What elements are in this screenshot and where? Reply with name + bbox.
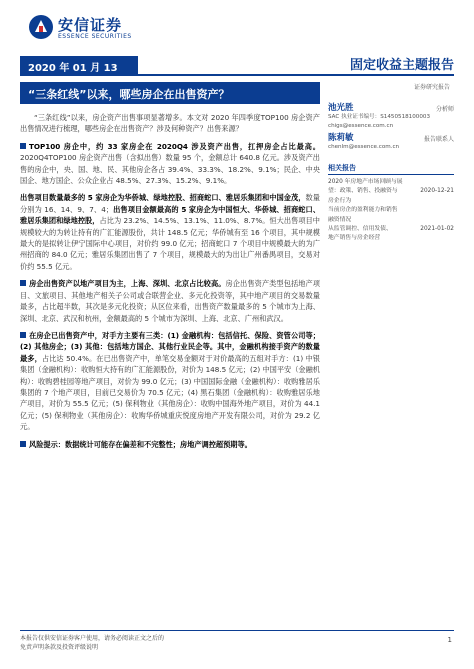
section-2-text-a: 数量分别为 16、14、9、7、4； xyxy=(20,193,320,214)
section-4-lead: 在房企已出售资产中，对手方主要有三类：(1) 金融机构：包括信托、保险、资管公司等；(2) 其他房企；(3) 其他：包括地方国企、其他行业民企等。 xyxy=(20,330,320,352)
logo-icon xyxy=(28,14,54,40)
related-report-item[interactable]: 地产销售与房企经营 xyxy=(328,235,381,242)
report-title: “三条红线”以来，哪些房企在出售资产？ xyxy=(20,82,320,104)
bullet-square-icon xyxy=(20,441,26,447)
analyst-email[interactable]: chenlm@essence.com.cn xyxy=(328,144,400,150)
section-4-text: 占比达 50.4%。在已出售资产中，单笔交易金额对于对价最高的五组对手方：(1) 中银集团（金融机构）：收购恒大持有的广汇能源股份，对价为 148.5 亿元；(2) 中国平安（金融机构）：收购碧桂园等地产项目，对价为 99.0 亿元；(3) 中国国际金融（金融机构）：收购雅居乐集团的 7 个地产项目，目前已交易价为 70.5 亿元；(4) 黑石集团（金融机构）：收购雅居乐地产项目，对价为 55.5 亿元；(5) 保利物业（其他房企）：收购中国海外地产项目，对价为 44.1 亿元；(5) 保利物业（其他房企）：收购华侨城重庆悦度房地产开发有限公司，对价为 29.2 亿元。 xyxy=(20,353,320,432)
section-3-lead: 房企出售资产以地产项目为主，上海、深圳、北京占比较高。 xyxy=(29,279,226,289)
related-report-item[interactable]: 房企行为 xyxy=(328,197,352,204)
related-report-item[interactable]: 2020-12-21 望：政策、销售、投融资与 xyxy=(328,188,454,195)
section-2-lead: 出售项目数量最多的 5 家房企为华侨城、绿地控股、招商蛇口、雅居乐集团和中国金茂， xyxy=(20,193,306,203)
brand-name: 安信证券 xyxy=(58,16,123,34)
related-report-item[interactable]: 2021-01-02 从监管调控、信用发债、 xyxy=(328,226,454,233)
bullet-square-icon xyxy=(20,143,26,149)
intro-paragraph: “三条红线”以来，房企资产出售事项显著增多。本文对 2020 年四季度TOP100 房企资产出售情况进行梳理，哪些房企在出售资产？涉及何种资产？出售来源？ xyxy=(20,113,320,134)
company-logo xyxy=(28,14,138,44)
section-paragraph-2 xyxy=(20,192,320,272)
analyst-cert: SAC 执业证书编号：S1450518100003 xyxy=(328,114,431,120)
footer-divider xyxy=(20,630,454,631)
related-report-item[interactable]: 2020 年房地产市场回顾与展 xyxy=(328,179,403,185)
analyst-name: 陈莉敏 xyxy=(328,133,354,143)
risk-warning: 风险提示：数据统计可能存在偏差和不完整性；房地产调控超预期等。 xyxy=(29,439,252,449)
section-3-text: 房企出售资产类型包括地产项目、文旅项目、其他地产相关子公司或合联营企业、多元化投资等，其中地产项目的交易数量最多，占比超半数，其次是多元化投资；从区位来看，出售资产数量最多的 5 个城市为上海、深圳、北京、武汉和杭州，金额最高的 5 个城市为深圳、上海、北京、广州和武汉。 xyxy=(20,279,320,323)
footer-line-2: 免责声明条款及投资评级说明 xyxy=(20,644,99,651)
report-body xyxy=(20,112,320,456)
report-type: 固定收益主题报告 xyxy=(349,58,454,73)
section-2-text-b: 占比为 23.2%、14.5%、13.1%、11.0%、8.7%。恒大出售项目中规模较大的为转让持有的广汇能源股份，共计 148.5 亿元；华侨城有至 16 个项目，其中规模最大的是拟转让伊宁国际中心项目，对价约 99.0 亿元；招商蛇口 7 个项目中规模最大的为广州招商的 84.0 亿元；雅居乐集团出售了 7 个项目，规模最大的为出让广州番禺项目，交易对价约 55.5 亿元。 xyxy=(20,216,320,271)
header-divider xyxy=(20,74,454,76)
sidebar xyxy=(328,104,454,244)
section-1-text: 2020Q4TOP100 房企资产出售（含拟出售）数量 95 个，金额总计 640.8 亿元。涉及资产出售的房企中，央、国、地、民、其他房企各占 39.4%、33.3%、18.2%、9.1%；民企、中央国企、地方国企、公众企业占 48.5%、27.3%、15.2%、9.1%。 xyxy=(20,153,320,186)
related-reports-list xyxy=(328,178,454,243)
analyst-role: 分析师 xyxy=(435,106,454,113)
bullet-square-icon xyxy=(20,332,26,338)
section-2-lead-2: 出售项目金额最高的 5 家房企为中国恒大、华侨城、招商蛇口、雅居乐集团和绿地控股， xyxy=(20,204,321,226)
analyst-card-2 xyxy=(328,134,454,158)
related-report-item[interactable]: 融资情况 xyxy=(328,216,352,223)
related-report-item[interactable]: 当前房企的盈利能力和销售 xyxy=(328,207,398,214)
section-4-lead-2: 其中，金融机构接手资产的数量最多， xyxy=(20,342,320,363)
section-paragraph-3 xyxy=(20,278,320,324)
section-paragraph-4 xyxy=(20,330,320,433)
analyst-name: 池光胜 xyxy=(328,103,354,113)
section-1-lead: TOP100 房企中，约 33 家房企在 2020Q4 涉及资产出售，扛押房企占比最高。 xyxy=(29,141,320,151)
report-subtype: 证券研究报告 xyxy=(413,84,450,91)
related-reports-heading: 相关报告 xyxy=(328,164,454,175)
page-number: 1 xyxy=(447,636,452,644)
analyst-role: 报告联系人 xyxy=(423,136,454,143)
bullet-square-icon xyxy=(20,280,26,286)
report-date: 2020 年 01 月 13 xyxy=(20,56,138,74)
footer-disclaimer xyxy=(20,634,164,652)
analyst-card-1 xyxy=(328,104,454,134)
header-bar xyxy=(20,56,454,91)
risk-paragraph xyxy=(20,439,320,450)
analyst-email[interactable]: chigs@essence.com.cn xyxy=(328,123,394,129)
brand-name-en: ESSENCE SECURITIES xyxy=(58,33,132,40)
footer-line-1: 本报告仅供安信证券客户使用，请务必阅读正文之后的 xyxy=(20,635,165,642)
section-paragraph-1 xyxy=(20,141,320,187)
